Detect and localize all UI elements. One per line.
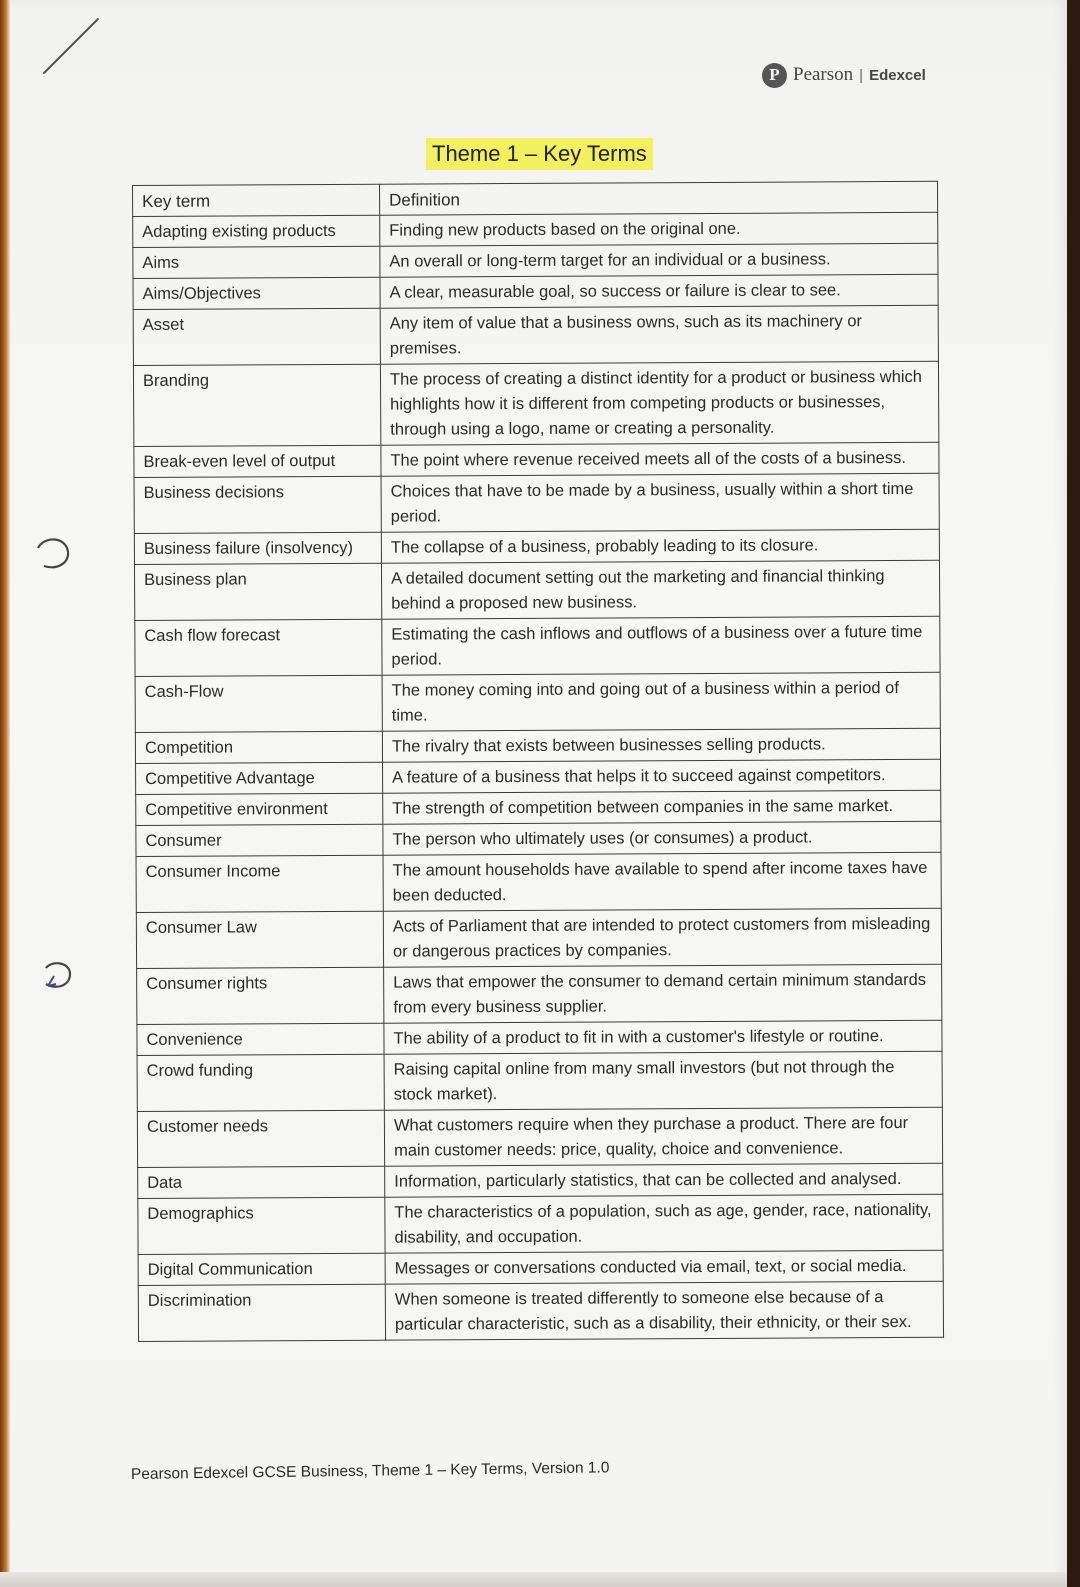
key-term-cell: Business plan (134, 563, 381, 620)
table-row (138, 1163, 943, 1198)
table-row (136, 759, 941, 794)
table-row (136, 821, 941, 856)
key-term-cell: Break-even level of output (134, 445, 381, 477)
key-term-cell: Adapting existing products (133, 215, 380, 247)
punch-hole-mark-icon (40, 960, 76, 994)
definition-cell: Any item of value that a business owns, such as its machinery or premises. (380, 305, 938, 364)
table-row (136, 852, 941, 912)
table-row (138, 1194, 943, 1254)
key-term-cell: Customer needs (137, 1110, 384, 1167)
table-row (136, 790, 941, 825)
table-row (135, 672, 940, 732)
table-row (136, 908, 941, 968)
key-term-cell: Competitive Advantage (136, 762, 383, 794)
pearson-edexcel-logo (762, 60, 926, 90)
column-header-key-term: Key term (133, 184, 380, 216)
key-term-cell: Crowd funding (137, 1054, 384, 1111)
column-header-definition: Definition (379, 181, 937, 215)
key-terms-table (132, 181, 944, 1342)
definition-cell: The rivalry that exists between businesses selling products. (382, 728, 940, 762)
table-row (135, 728, 940, 763)
page-footer: Pearson Edexcel GCSE Business, Theme 1 – Key Terms, Version 1.0 (130, 1459, 610, 1483)
table-header-row (133, 181, 938, 216)
key-term-cell: Asset (133, 308, 380, 365)
definition-cell: Estimating the cash inflows and outflows of a business over a future time period. (382, 616, 940, 675)
definition-cell: The point where revenue received meets all of the costs of a business. (381, 442, 939, 476)
definition-cell: A feature of a business that helps it to succeed against competitors. (383, 759, 941, 793)
definition-cell: Acts of Parliament that are intended to protect customers from misleading or dangerous practices by companies. (383, 908, 941, 967)
definition-cell: The process of creating a distinct identity for a product or business which highlights how it is different from competing products or businesses, through using a logo, name or creating a personality. (380, 361, 938, 445)
table-row (137, 1020, 942, 1055)
definition-cell: An overall or long-term target for an individual or a business. (380, 243, 938, 277)
logo-pearson-text: Pearson (793, 64, 854, 85)
key-term-cell: Digital Communication (138, 1253, 385, 1285)
key-term-cell: Data (138, 1166, 385, 1198)
definition-cell: The person who ultimately uses (or consumes) a product. (383, 821, 941, 855)
key-term-cell: Convenience (137, 1023, 384, 1055)
key-term-cell: Demographics (138, 1197, 385, 1254)
table-row (134, 442, 939, 477)
table-row (133, 305, 938, 365)
key-term-cell: Competition (135, 731, 382, 763)
definition-cell: When someone is treated differently to someone else because of a particular characteristic, such as a disability, their ethnicity, or their sex. (385, 1281, 943, 1340)
key-term-cell: Discrimination (138, 1284, 385, 1341)
key-term-cell: Consumer rights (137, 967, 384, 1024)
definition-cell: The ability of a product to fit in with a customer's lifestyle or routine. (384, 1020, 942, 1054)
page-title: Theme 1 – Key Terms (426, 138, 653, 170)
key-term-cell: Business failure (insolvency) (134, 532, 381, 564)
definition-cell: The strength of competition between companies in the same market. (383, 790, 941, 824)
definition-cell: Finding new products based on the original one. (380, 212, 938, 246)
table-row (138, 1250, 943, 1285)
table-row (134, 560, 939, 620)
pen-mark-icon (40, 15, 104, 79)
table-row (133, 274, 938, 309)
logo-edexcel-text: Edexcel (869, 66, 926, 84)
table-row (135, 616, 940, 676)
definition-cell: The characteristics of a population, such as age, gender, race, nationality, disability, and occupation. (385, 1194, 943, 1253)
definition-cell: Messages or conversations conducted via email, text, or social media. (385, 1250, 943, 1284)
pearson-logo-icon: P (762, 63, 787, 88)
page-edge (0, 0, 10, 1587)
table-row (137, 1051, 942, 1111)
table-row (137, 964, 942, 1024)
table-row (134, 529, 939, 564)
table-row (134, 473, 939, 533)
table-row (138, 1281, 943, 1341)
key-term-cell: Cash flow forecast (135, 619, 382, 676)
definition-cell: The collapse of a business, probably leading to its closure. (381, 529, 939, 563)
key-term-cell: Consumer (136, 824, 383, 856)
key-term-cell: Branding (133, 364, 380, 446)
logo-separator: | (859, 66, 864, 84)
definition-cell: Raising capital online from many small investors (but not through the stock market). (384, 1051, 942, 1110)
table-row (133, 212, 938, 247)
key-term-cell: Cash-Flow (135, 675, 382, 732)
table-row (133, 243, 938, 278)
key-term-cell: Aims (133, 246, 380, 278)
definition-cell: Information, particularly statistics, that can be collected and analysed. (385, 1163, 943, 1197)
key-term-cell: Competitive environment (136, 793, 383, 825)
key-term-cell: Consumer Income (136, 855, 383, 912)
table-row (137, 1107, 942, 1167)
page-bottom-edge (0, 1572, 1067, 1587)
table-row (133, 361, 938, 446)
definition-cell: The amount households have available to spend after income taxes have been deducted. (383, 852, 941, 911)
definition-cell: A clear, measurable goal, so success or failure is clear to see. (380, 274, 938, 308)
key-term-cell: Business decisions (134, 476, 381, 533)
key-term-cell: Aims/Objectives (133, 277, 380, 309)
definition-cell: The money coming into and going out of a business within a period of time. (382, 672, 940, 731)
key-term-cell: Consumer Law (136, 911, 383, 968)
definition-cell: A detailed document setting out the marketing and financial thinking behind a proposed new business. (381, 560, 939, 619)
definition-cell: Laws that empower the consumer to demand certain minimum standards from every business supplier. (384, 964, 942, 1023)
definition-cell: Choices that have to be made by a business, usually within a short time period. (381, 473, 939, 532)
definition-cell: What customers require when they purchase a product. There are four main customer needs: price, quality, choice and convenience. (384, 1107, 942, 1166)
punch-hole-mark-icon (34, 538, 74, 574)
